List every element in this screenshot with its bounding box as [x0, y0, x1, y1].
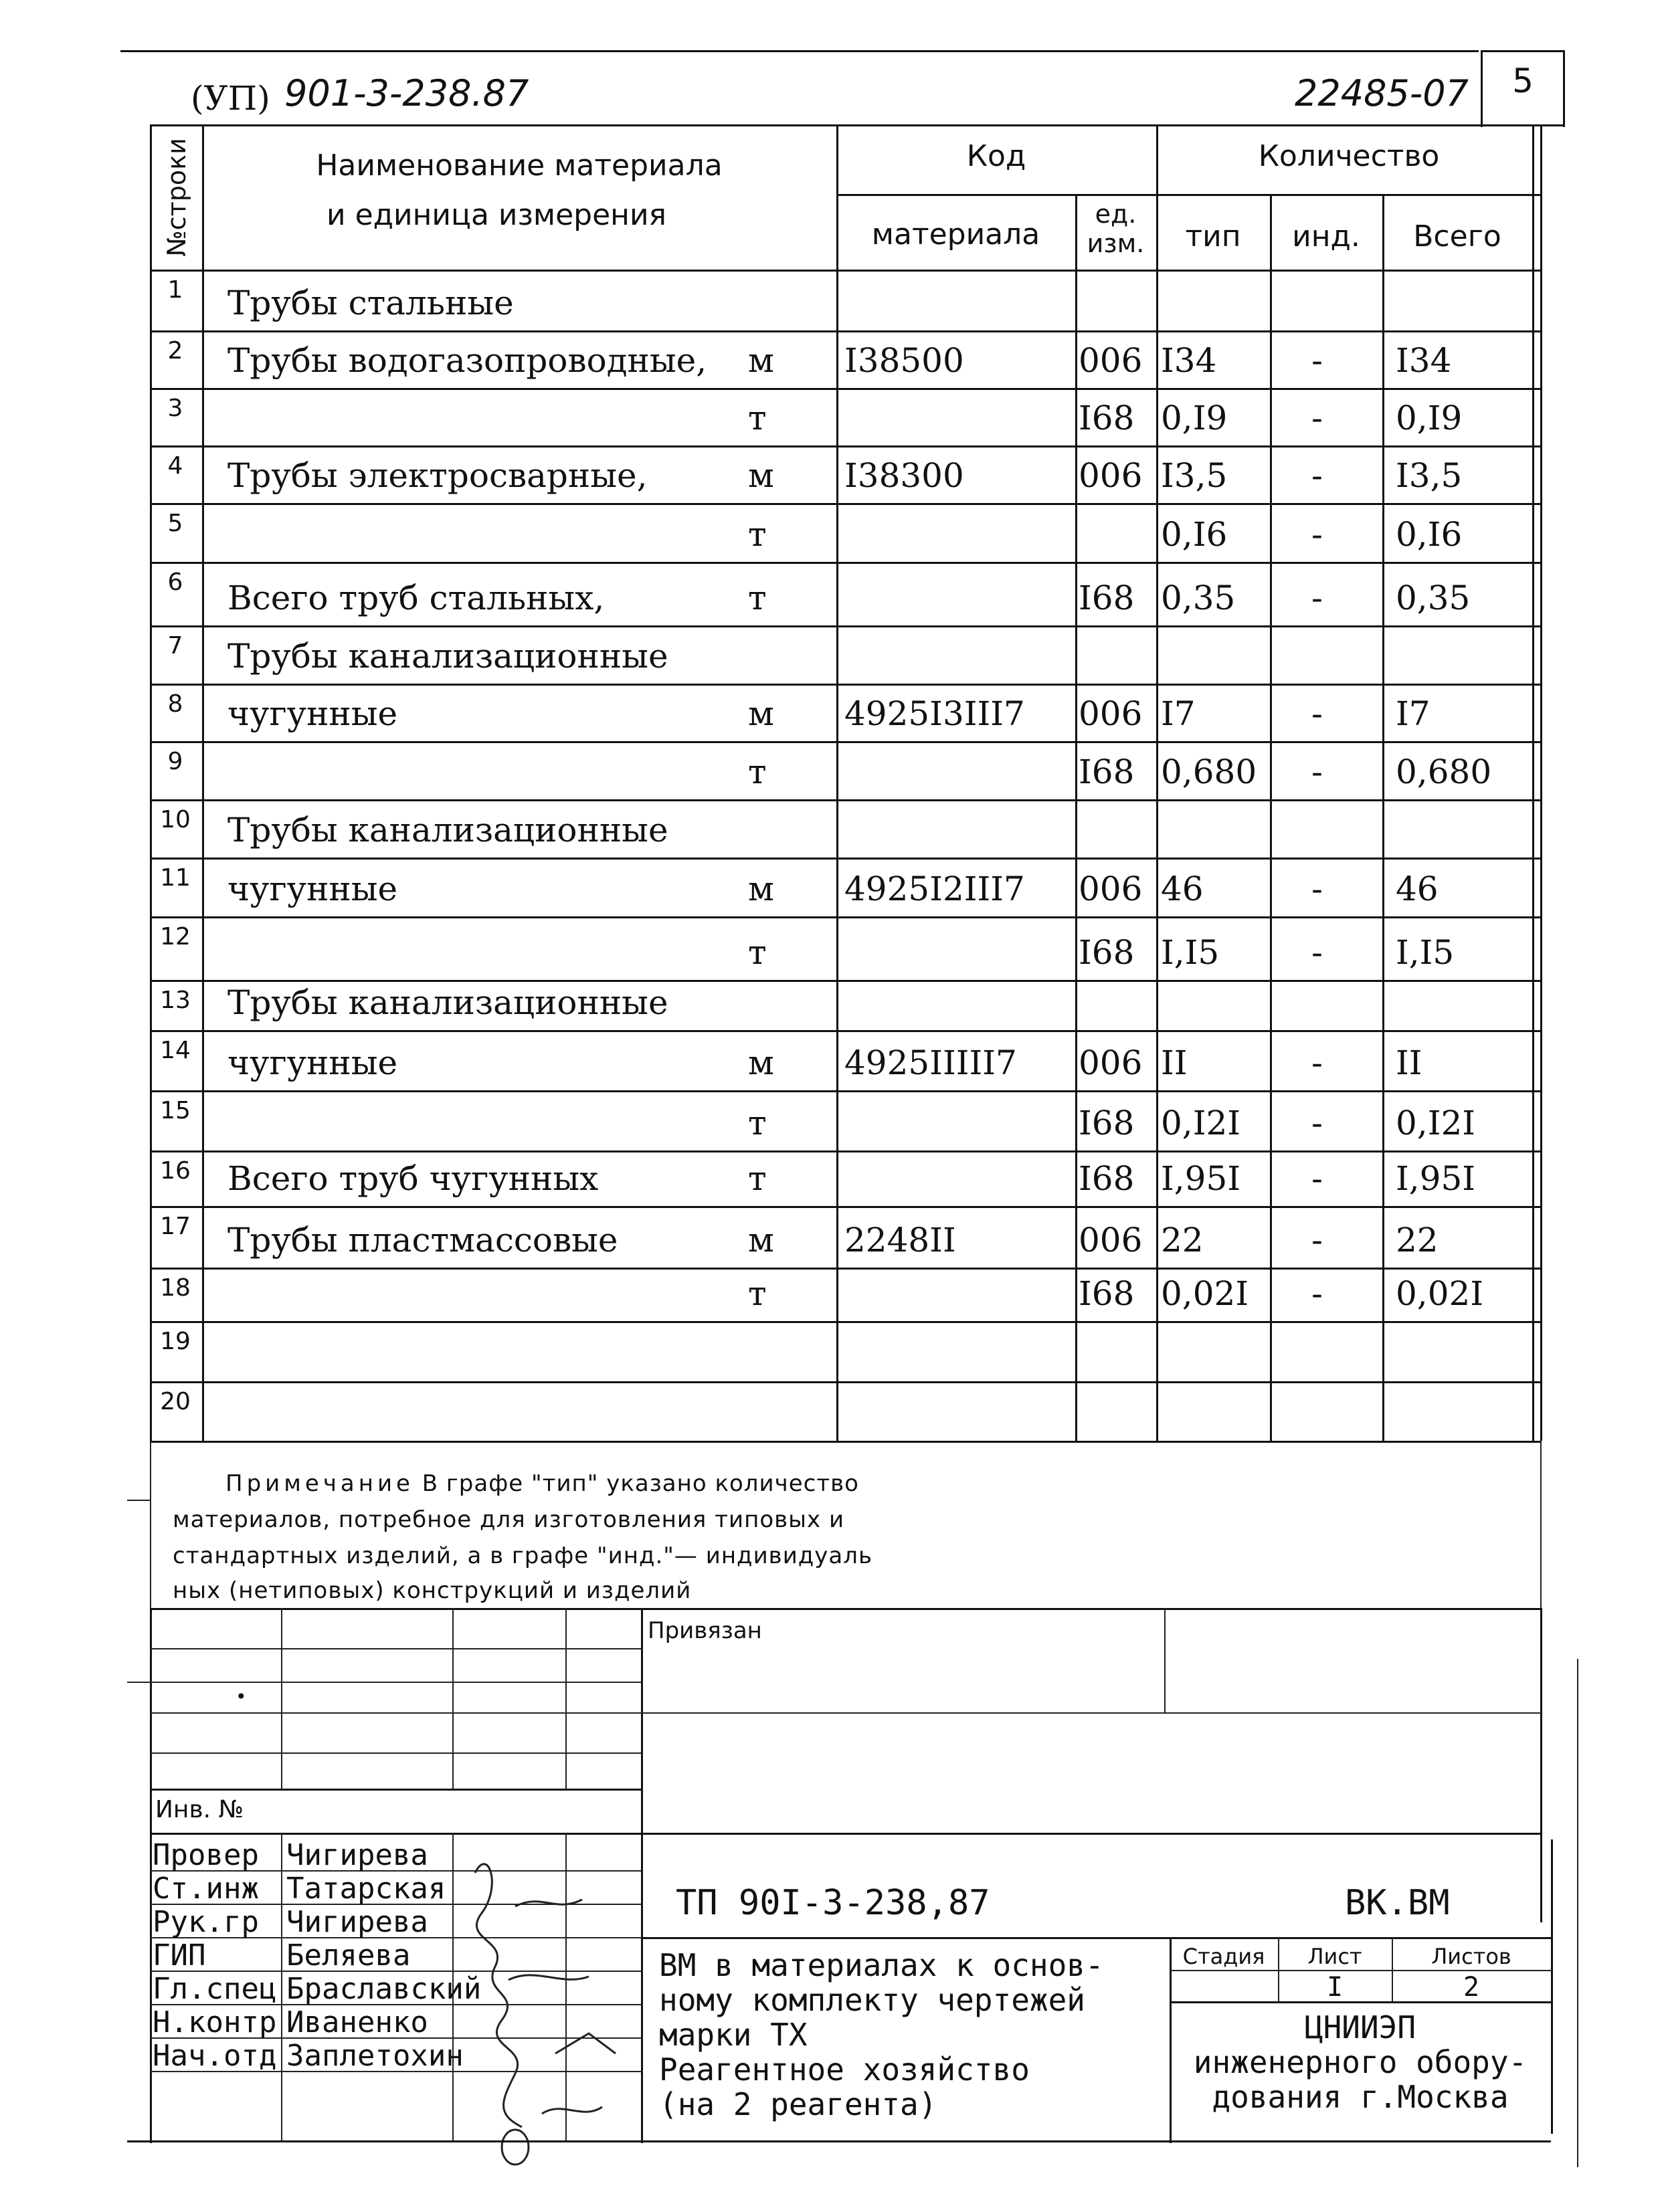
qty-type: I7 [1161, 694, 1196, 733]
unit-code: I68 [1079, 933, 1135, 972]
qty-total: I,I5 [1396, 933, 1455, 972]
sheet-label: Лист [1307, 1944, 1362, 1969]
signatures-scribble [455, 1833, 642, 2167]
unit-of-measure: т [748, 1274, 767, 1313]
qty-ind: - [1311, 1104, 1323, 1142]
privyazan-label: Привязан [648, 1617, 762, 1644]
material-name: Трубы канализационные [227, 983, 668, 1022]
unit-code: 006 [1079, 870, 1143, 908]
col-header-quantity: Количество [1258, 139, 1440, 173]
top-border-line [120, 50, 1479, 52]
table-right-border [1532, 124, 1534, 1441]
qty-ind: - [1311, 456, 1323, 495]
margin-tick [127, 1682, 150, 1683]
unit-of-measure: т [748, 399, 767, 437]
tb-grid-line [281, 1833, 282, 2140]
signatory-role: Ст.инж [153, 1872, 259, 1906]
row-line [150, 916, 1542, 918]
signatory-role: Н.контр [153, 2005, 277, 2039]
unit-code: I68 [1079, 752, 1135, 791]
tb-grid-line [150, 1648, 641, 1649]
qty-total: 0,02I [1396, 1274, 1484, 1313]
tb-left-border [150, 1608, 152, 2143]
table-right-border-2 [1540, 124, 1542, 1441]
note-line-2: материалов, потребное для изготовления типовых и [173, 1506, 845, 1533]
header-archive-number: 22485-07 [1295, 72, 1469, 114]
signatory-name: Беляева [286, 1938, 411, 1973]
unit-code: I68 [1079, 1159, 1135, 1198]
material-code: 4925I3III7 [844, 694, 1025, 733]
signatory-name: Заплетохин [286, 2039, 464, 2073]
qty-total: 46 [1396, 870, 1439, 908]
tb-inv-bottom [150, 1833, 1542, 1835]
unit-of-measure: т [748, 933, 767, 972]
qty-total: 0,680 [1396, 752, 1492, 791]
material-code: 4925I2III7 [844, 870, 1025, 908]
row-number: 12 [160, 923, 191, 950]
qty-total: II [1396, 1043, 1422, 1082]
qty-type: 0,02I [1161, 1274, 1249, 1313]
header-sub-line [836, 194, 1542, 196]
signatory-role: Провер [153, 1838, 259, 1872]
row-number: 10 [160, 806, 191, 833]
col-sep-material [1075, 194, 1077, 1441]
row-number: 6 [167, 569, 183, 596]
drawing-mark: ВК.ВМ [1345, 1883, 1450, 1923]
material-code: 2248II [844, 1221, 956, 1260]
qty-ind: - [1311, 1274, 1323, 1313]
row-line [150, 1321, 1542, 1323]
row-number: 2 [167, 337, 183, 365]
sheet-value: I [1326, 1972, 1344, 2003]
signatory-role: Рук.гр [153, 1905, 259, 1939]
material-name: чугунные [227, 694, 398, 733]
row-number: 15 [160, 1097, 191, 1124]
row-line [150, 388, 1542, 390]
note-right-border [1540, 1441, 1542, 1608]
qty-type: 0,I9 [1161, 399, 1228, 437]
page-box-top [1481, 50, 1565, 52]
row-line [150, 799, 1542, 801]
col-header-name: Наименование материала [316, 148, 723, 183]
tb-right-border-2 [1551, 1839, 1553, 2134]
col-header-unit [1075, 199, 1156, 258]
table-left-border [150, 124, 152, 1441]
sheets-label: Листов [1431, 1944, 1511, 1969]
org-line-3: дования г.Москва [1212, 2079, 1509, 2115]
material-code: 4925IIIII7 [844, 1043, 1017, 1082]
title-line-3: марки ТХ [659, 2017, 808, 2053]
unit-of-measure: м [748, 870, 774, 908]
tb-bottom-line [127, 2140, 1551, 2142]
qty-ind: - [1311, 933, 1323, 972]
header-project-code: 901-3-238.87 [284, 72, 529, 114]
header-bottom-line [150, 270, 1542, 272]
material-name: Трубы канализационные [227, 811, 668, 849]
note-line-4: ных (нетиповых) конструкций и изделий [173, 1577, 692, 1604]
signatory-role: ГИП [153, 1938, 206, 1973]
qty-total: 0,I9 [1396, 399, 1463, 437]
qty-ind: - [1311, 399, 1323, 437]
qty-total: 0,I6 [1396, 515, 1463, 554]
row-line [150, 1030, 1542, 1032]
sheets-value: 2 [1463, 1972, 1480, 2003]
title-line-5: (на 2 реагента) [659, 2086, 937, 2122]
tb-grid-line [150, 1752, 641, 1754]
note-line-1-text: В графе "тип" указано количество [422, 1470, 859, 1497]
row-number: 17 [160, 1213, 191, 1240]
col-header-code: Код [966, 139, 1026, 173]
qty-ind: - [1311, 515, 1323, 554]
qty-type: 0,I6 [1161, 515, 1228, 554]
row-number: 13 [160, 987, 191, 1014]
document-title [659, 1948, 1104, 2122]
qty-type: II [1161, 1043, 1188, 1082]
material-name: Трубы водогазопроводные, [227, 341, 707, 380]
row-line [150, 625, 1542, 627]
title-line-1: ВМ в материалах к основ- [659, 1947, 1104, 1983]
col-sep-name [836, 124, 838, 1441]
col-sep-type [1270, 194, 1272, 1441]
row-line [150, 1090, 1542, 1092]
unit-of-measure: м [748, 341, 774, 380]
unit-of-measure: м [748, 456, 774, 495]
organization [1170, 2010, 1551, 2114]
tb-code-bottom [641, 1937, 1551, 1939]
org-line-1: ЦНИИЭП [1304, 2009, 1416, 2045]
privyazan-divider [1164, 1608, 1166, 1712]
row-number: 18 [160, 1274, 191, 1302]
row-number: 1 [167, 276, 183, 304]
col-header-rownum: №строки [162, 138, 192, 257]
row-number: 3 [167, 395, 183, 422]
unit-code: I68 [1079, 1104, 1135, 1142]
row-line [150, 562, 1542, 564]
signatory-role: Гл.спец [153, 1972, 277, 2006]
tb-grid-line [452, 1608, 454, 1789]
qty-type: 46 [1161, 870, 1204, 908]
tb-top-line [150, 1608, 1542, 1610]
inventory-number-label: Инв. № [155, 1796, 244, 1823]
unit-code: I68 [1079, 399, 1135, 437]
row-line [150, 1268, 1542, 1270]
unit-code: I68 [1079, 1274, 1135, 1313]
unit-of-measure: т [748, 579, 767, 617]
tb-grid-line [1170, 1970, 1551, 1971]
row-line [150, 330, 1542, 332]
qty-ind: - [1311, 694, 1323, 733]
qty-type: 22 [1161, 1221, 1204, 1260]
note-label: Примечание [225, 1470, 414, 1497]
unit-of-measure: т [748, 1159, 767, 1198]
col-header-name-line2: и единица измерения [326, 198, 667, 232]
qty-type: I34 [1161, 341, 1217, 380]
qty-total: I3,5 [1396, 456, 1463, 495]
qty-total: I34 [1396, 341, 1452, 380]
col-header-unit-l2: изм. [1087, 229, 1145, 258]
unit-of-measure: м [748, 1221, 774, 1260]
signatory-name: Браславский [286, 1972, 482, 2006]
margin-tick [127, 1500, 150, 1501]
tb-grid-line [150, 1789, 641, 1791]
row-line [150, 445, 1542, 447]
signatory-name: Чигирева [286, 1905, 428, 1939]
signatory-role: Нач.отд [153, 2039, 277, 2073]
page-number: 5 [1512, 62, 1534, 100]
col-header-rownum-wrap [153, 127, 201, 268]
col-header-unit-l1: ед. [1095, 199, 1137, 229]
col-sep-ind [1382, 194, 1384, 1441]
row-number: 5 [167, 510, 183, 537]
row-number: 11 [160, 864, 191, 892]
col-header-total: Всего [1413, 219, 1501, 254]
row-line [150, 1150, 1542, 1152]
material-name: Трубы пластмассовые [227, 1221, 618, 1260]
qty-type: 0,35 [1161, 579, 1236, 617]
note-left-border [150, 1441, 151, 1608]
note-line-3: стандартных изделий, а в графе "инд."— индивидуаль [173, 1542, 873, 1569]
qty-total: I7 [1396, 694, 1431, 733]
document-code: ТП 90I-3-238,87 [676, 1883, 990, 1923]
col-header-type: тип [1185, 219, 1241, 254]
col-header-ind: инд. [1292, 219, 1360, 254]
row-number: 8 [167, 690, 183, 718]
qty-type: I,95I [1161, 1159, 1241, 1198]
privyazan-bottom [641, 1712, 1542, 1714]
qty-type: 0,I2I [1161, 1104, 1241, 1142]
unit-code: 006 [1079, 1221, 1143, 1260]
qty-ind: - [1311, 1221, 1323, 1260]
qty-ind: - [1311, 1043, 1323, 1082]
col-header-material: материала [871, 217, 1040, 252]
row-number: 20 [160, 1388, 191, 1415]
row-number: 7 [167, 632, 183, 660]
material-name: Трубы электросварные, [227, 456, 648, 495]
tb-grid-line [150, 1682, 641, 1683]
row-line [150, 1381, 1542, 1383]
unit-of-measure: т [748, 1104, 767, 1142]
qty-type: I,I5 [1161, 933, 1220, 972]
row-number: 19 [160, 1328, 191, 1355]
unit-code: 006 [1079, 694, 1143, 733]
qty-type: 0,680 [1161, 752, 1257, 791]
row-line [150, 741, 1542, 743]
col-sep-rownum [202, 124, 204, 1441]
row-number: 9 [167, 748, 183, 775]
qty-total: 0,35 [1396, 579, 1471, 617]
tb-grid-line [565, 1608, 567, 1789]
tb-grid-line [150, 1712, 641, 1714]
material-code: I38500 [844, 341, 964, 380]
unit-code: I68 [1079, 579, 1135, 617]
qty-total: I,95I [1396, 1159, 1476, 1198]
qty-ind: - [1311, 752, 1323, 791]
qty-type: I3,5 [1161, 456, 1228, 495]
row-line [150, 858, 1542, 860]
row-line [150, 980, 1542, 982]
row-line [150, 503, 1542, 505]
qty-ind: - [1311, 579, 1323, 617]
dot-mark: • [236, 1686, 247, 1708]
signatory-name: Чигирева [286, 1838, 428, 1872]
row-number: 14 [160, 1037, 191, 1064]
qty-ind: - [1311, 870, 1323, 908]
col-sep-unit [1156, 124, 1158, 1441]
material-name: Трубы канализационные [227, 637, 668, 676]
material-code: I38300 [844, 456, 964, 495]
qty-total: 22 [1396, 1221, 1439, 1260]
unit-code: 006 [1079, 1043, 1143, 1082]
unit-of-measure: м [748, 694, 774, 733]
row-number: 4 [167, 452, 183, 480]
qty-ind: - [1311, 341, 1323, 380]
unit-of-measure: т [748, 515, 767, 554]
material-name: Всего труб стальных, [227, 579, 605, 617]
table-top-border [150, 124, 1542, 126]
tb-right-border [1540, 1608, 1542, 1922]
stage-label: Стадия [1182, 1944, 1265, 1969]
material-name: Трубы стальные [227, 284, 514, 322]
material-name: чугунные [227, 1043, 398, 1082]
title-line-4: Реагентное хозяйство [659, 2051, 1030, 2088]
unit-of-measure: м [748, 1043, 774, 1082]
material-name: чугунные [227, 870, 398, 908]
row-number: 16 [160, 1157, 191, 1185]
qty-total: 0,I2I [1396, 1104, 1476, 1142]
header-prefix: (УП) [191, 79, 270, 118]
note-line-1 [225, 1470, 859, 1497]
table-bottom-border [150, 1441, 1542, 1443]
title-line-2: ному комплекту чертежей [659, 1982, 1085, 2018]
right-edge-line [1577, 1659, 1578, 2167]
unit-code: 006 [1079, 456, 1143, 495]
row-line [150, 684, 1542, 686]
material-name: Всего труб чугунных [227, 1159, 599, 1198]
unit-of-measure: т [748, 752, 767, 791]
signatory-name: Иваненко [286, 2005, 428, 2039]
qty-ind: - [1311, 1159, 1323, 1198]
org-line-2: инженерного обору- [1193, 2044, 1528, 2080]
unit-code: 006 [1079, 341, 1143, 380]
signatory-name: Татарская [286, 1872, 446, 1906]
tb-grid-line [281, 1608, 282, 1789]
row-line [150, 1206, 1542, 1208]
